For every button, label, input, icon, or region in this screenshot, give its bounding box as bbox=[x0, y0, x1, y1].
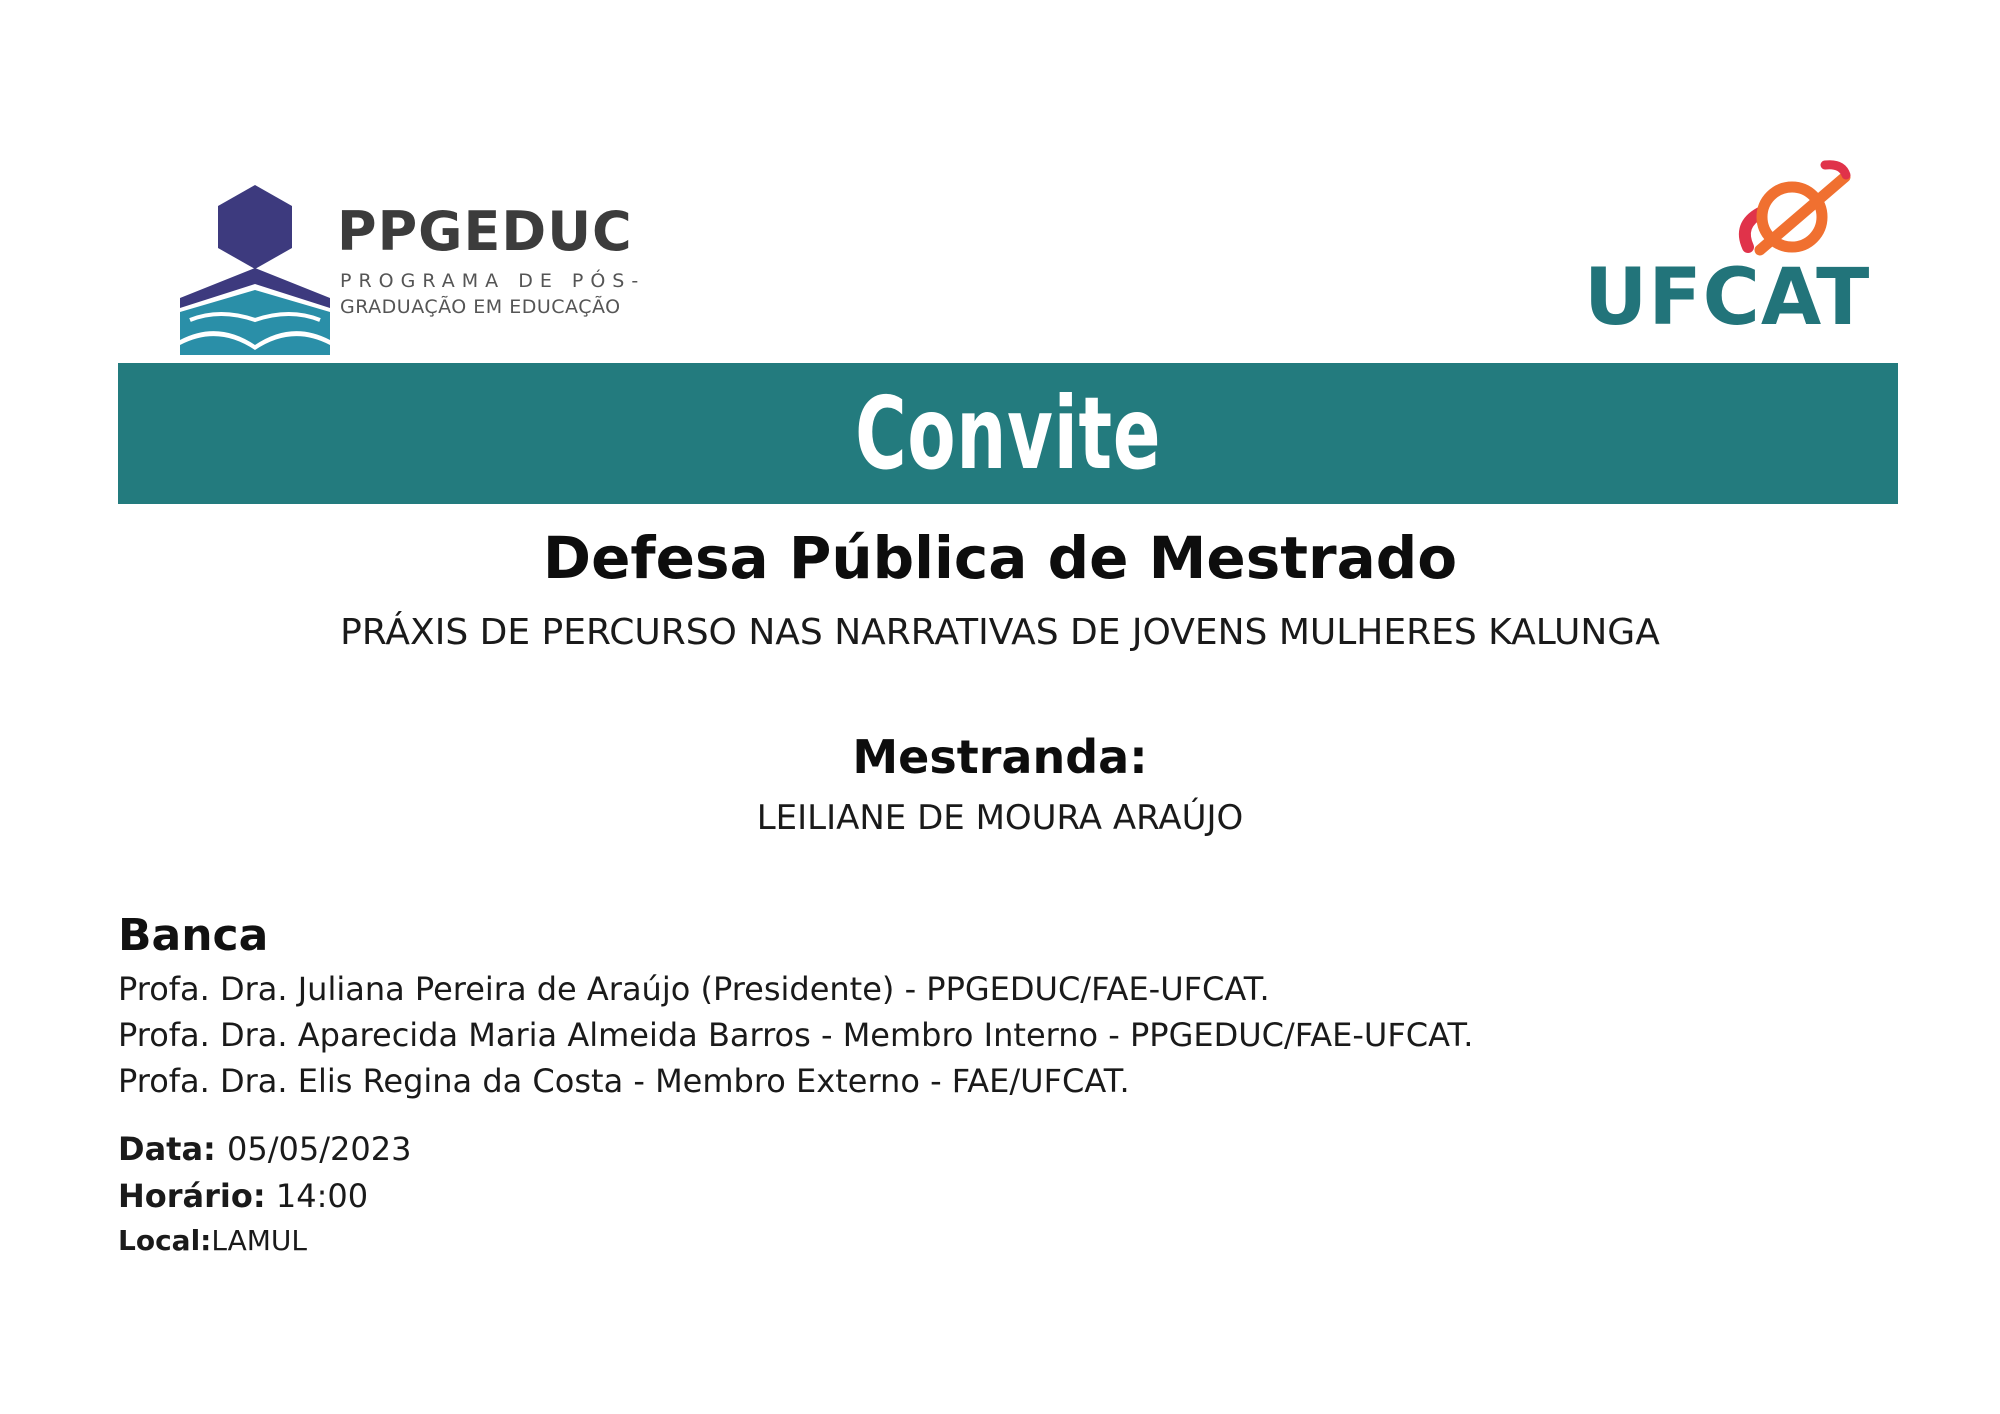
ufcat-wordmark: UFCAT bbox=[1584, 253, 1871, 343]
committee-member: Profa. Dra. Juliana Pereira de Araújo (Presidente) - PPGEDUC/FAE-UFCAT. bbox=[118, 970, 1270, 1008]
student-name: LEILIANE DE MOURA ARAÚJO bbox=[756, 798, 1244, 838]
ppgeduc-subtitle-line1: PROGRAMA DE PÓS- bbox=[340, 270, 646, 292]
committee-member: Profa. Dra. Aparecida Maria Almeida Barros - Membro Interno - PPGEDUC/FAE-UFCAT. bbox=[118, 1016, 1474, 1054]
location-value: LAMUL bbox=[211, 1224, 308, 1257]
student-label: Mestranda: bbox=[852, 730, 1148, 784]
date-line bbox=[118, 1130, 411, 1168]
thesis-title: PRÁXIS DE PERCURSO NAS NARRATIVAS DE JOVENS MULHERES KALUNGA bbox=[340, 612, 1660, 653]
ufcat-logo bbox=[1570, 155, 1870, 345]
date-value: 05/05/2023 bbox=[226, 1130, 412, 1168]
location-line bbox=[118, 1224, 307, 1257]
title-banner bbox=[118, 363, 1898, 504]
time-label: Horário: bbox=[118, 1177, 266, 1215]
ppgeduc-emblem-icon bbox=[170, 180, 340, 360]
ppgeduc-logo bbox=[160, 170, 660, 360]
time-value: 14:00 bbox=[265, 1177, 369, 1215]
time-line bbox=[118, 1177, 368, 1215]
ppgeduc-subtitle-line2: GRADUAÇÃO EM EDUCAÇÃO bbox=[340, 296, 621, 318]
committee-member: Profa. Dra. Elis Regina da Costa - Membro Externo - FAE/UFCAT. bbox=[118, 1062, 1130, 1100]
date-label: Data: bbox=[118, 1130, 227, 1168]
committee-label: Banca bbox=[118, 910, 269, 961]
location-label: Local: bbox=[118, 1224, 212, 1257]
ufcat-emblem-icon bbox=[1570, 155, 1870, 265]
event-heading: Defesa Pública de Mestrado bbox=[542, 524, 1458, 592]
ppgeduc-title: PPGEDUC bbox=[337, 200, 633, 263]
banner-title: Convite bbox=[854, 375, 1162, 492]
